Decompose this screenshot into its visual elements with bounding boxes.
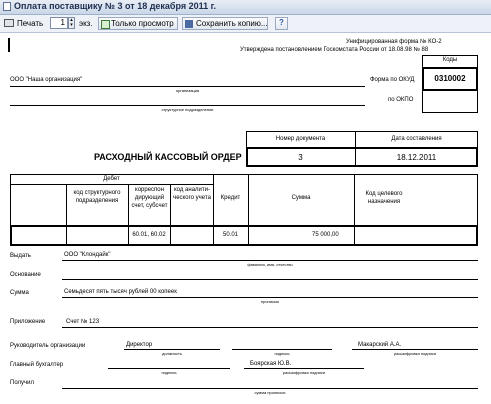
chief-label: Главный бухгалтер [10, 362, 64, 368]
head-position: Директор [126, 342, 153, 348]
unified-form-label: Унифицированная форма № КО-2 [346, 39, 442, 45]
appendix-label: Приложение [10, 319, 46, 325]
basis-line [62, 279, 478, 280]
copies-value: 1 [60, 18, 65, 27]
cell-corr: 60.01, 60.02 [132, 232, 166, 238]
okud-label: Форма по ОКУД [370, 77, 415, 83]
floppy-icon [185, 20, 193, 28]
head-position-caption: должность [162, 351, 182, 356]
organization-line [10, 86, 365, 87]
copies-input[interactable] [50, 17, 68, 29]
save-copy-label: Сохранить копию... [196, 19, 268, 28]
cell-credit: 50.01 [222, 232, 238, 238]
doc-number-header: Номер документа [275, 136, 326, 142]
sum-line [62, 297, 478, 298]
head-label: Руководитель организации [10, 343, 86, 349]
debit-header: Дебет [103, 176, 120, 182]
head-name-caption: расшифровка подписи [393, 351, 437, 356]
doc-date: 18.12.2011 [396, 153, 437, 162]
head-name: Макарский А.А. [358, 342, 402, 348]
received-line [62, 388, 478, 389]
doc-date-header: Дата составления [391, 136, 442, 142]
print-button[interactable]: Печать [17, 19, 44, 28]
organization-name: ООО "Наша организация" [10, 77, 83, 83]
debit-underline [10, 184, 213, 185]
doc-number: 3 [298, 153, 303, 162]
okud-code: 0310002 [434, 74, 466, 83]
col-purpose-header: Код целевого назначения [365, 191, 403, 205]
head-sign-caption: подпись [274, 351, 290, 356]
appendix-value: Счет № 123 [66, 319, 100, 325]
division-caption: структурное подразделение [161, 107, 214, 112]
col-credit-header: Кредит [220, 195, 241, 201]
col-analytic-header: код аналити- ческого учета [173, 187, 211, 201]
chief-name: Боярская Ю.В. [250, 361, 292, 367]
help-button[interactable] [275, 17, 288, 30]
copies-unit: экз. [79, 19, 93, 28]
help-icon: ? [279, 18, 284, 27]
sum-label: Сумма [10, 290, 29, 296]
appendix-line [62, 327, 478, 328]
printer-icon[interactable] [4, 19, 14, 27]
toolbar [0, 15, 491, 33]
preview-only-button[interactable] [98, 17, 178, 30]
division-line [10, 105, 365, 106]
page-marker [8, 38, 10, 52]
document-sheet [0, 33, 491, 404]
copies-stepper[interactable]: ▴ ▾ [68, 17, 75, 29]
sum-caption: прописью [260, 299, 280, 304]
received-label: Получил [10, 380, 34, 386]
received-caption: сумма прописью [254, 390, 286, 395]
chief-name-line [244, 368, 364, 369]
col-division-header: код структурного подразделения [73, 190, 121, 204]
document-title: РАСХОДНЫЙ КАССОВЫЙ ОРДЕР [94, 152, 242, 162]
col-corr-header: корреспон дирующий счет, субсчет [131, 187, 168, 209]
head-name-line [352, 349, 478, 350]
window-title: Оплата поставщику № 3 от 18 декабря 2011 г. [14, 1, 216, 11]
save-copy-button[interactable] [182, 17, 268, 30]
window-titlebar [0, 0, 491, 15]
issue-caption: фамилия, имя, отчество [247, 262, 293, 267]
issue-value: ООО "Клондайк" [64, 252, 111, 258]
organization-caption: организация [175, 88, 200, 93]
issue-label: Выдать [10, 253, 31, 259]
col-sum-header: Сумма [291, 195, 311, 201]
chief-sign-caption: подпись [161, 370, 177, 375]
chief-sign-line [108, 368, 230, 369]
checkbox-icon [101, 20, 110, 29]
issue-line [62, 260, 478, 261]
preview-label: Только просмотр [111, 19, 174, 28]
okpo-label: по ОКПО [388, 97, 414, 103]
approved-label: Утверждена постановлением Госкомстата России от 18.08.98 № 88 [240, 47, 429, 53]
chief-name-caption: расшифровка подписи [282, 370, 326, 375]
sum-value: Семьдесят пять тысяч рублей 00 копеек [64, 289, 177, 295]
cell-sum: 75 000,00 [312, 232, 339, 238]
basis-label: Основание [10, 272, 41, 278]
head-position-line [124, 349, 220, 350]
head-sign-line [232, 349, 332, 350]
document-icon [3, 2, 11, 11]
codes-header: Коды [442, 57, 458, 63]
